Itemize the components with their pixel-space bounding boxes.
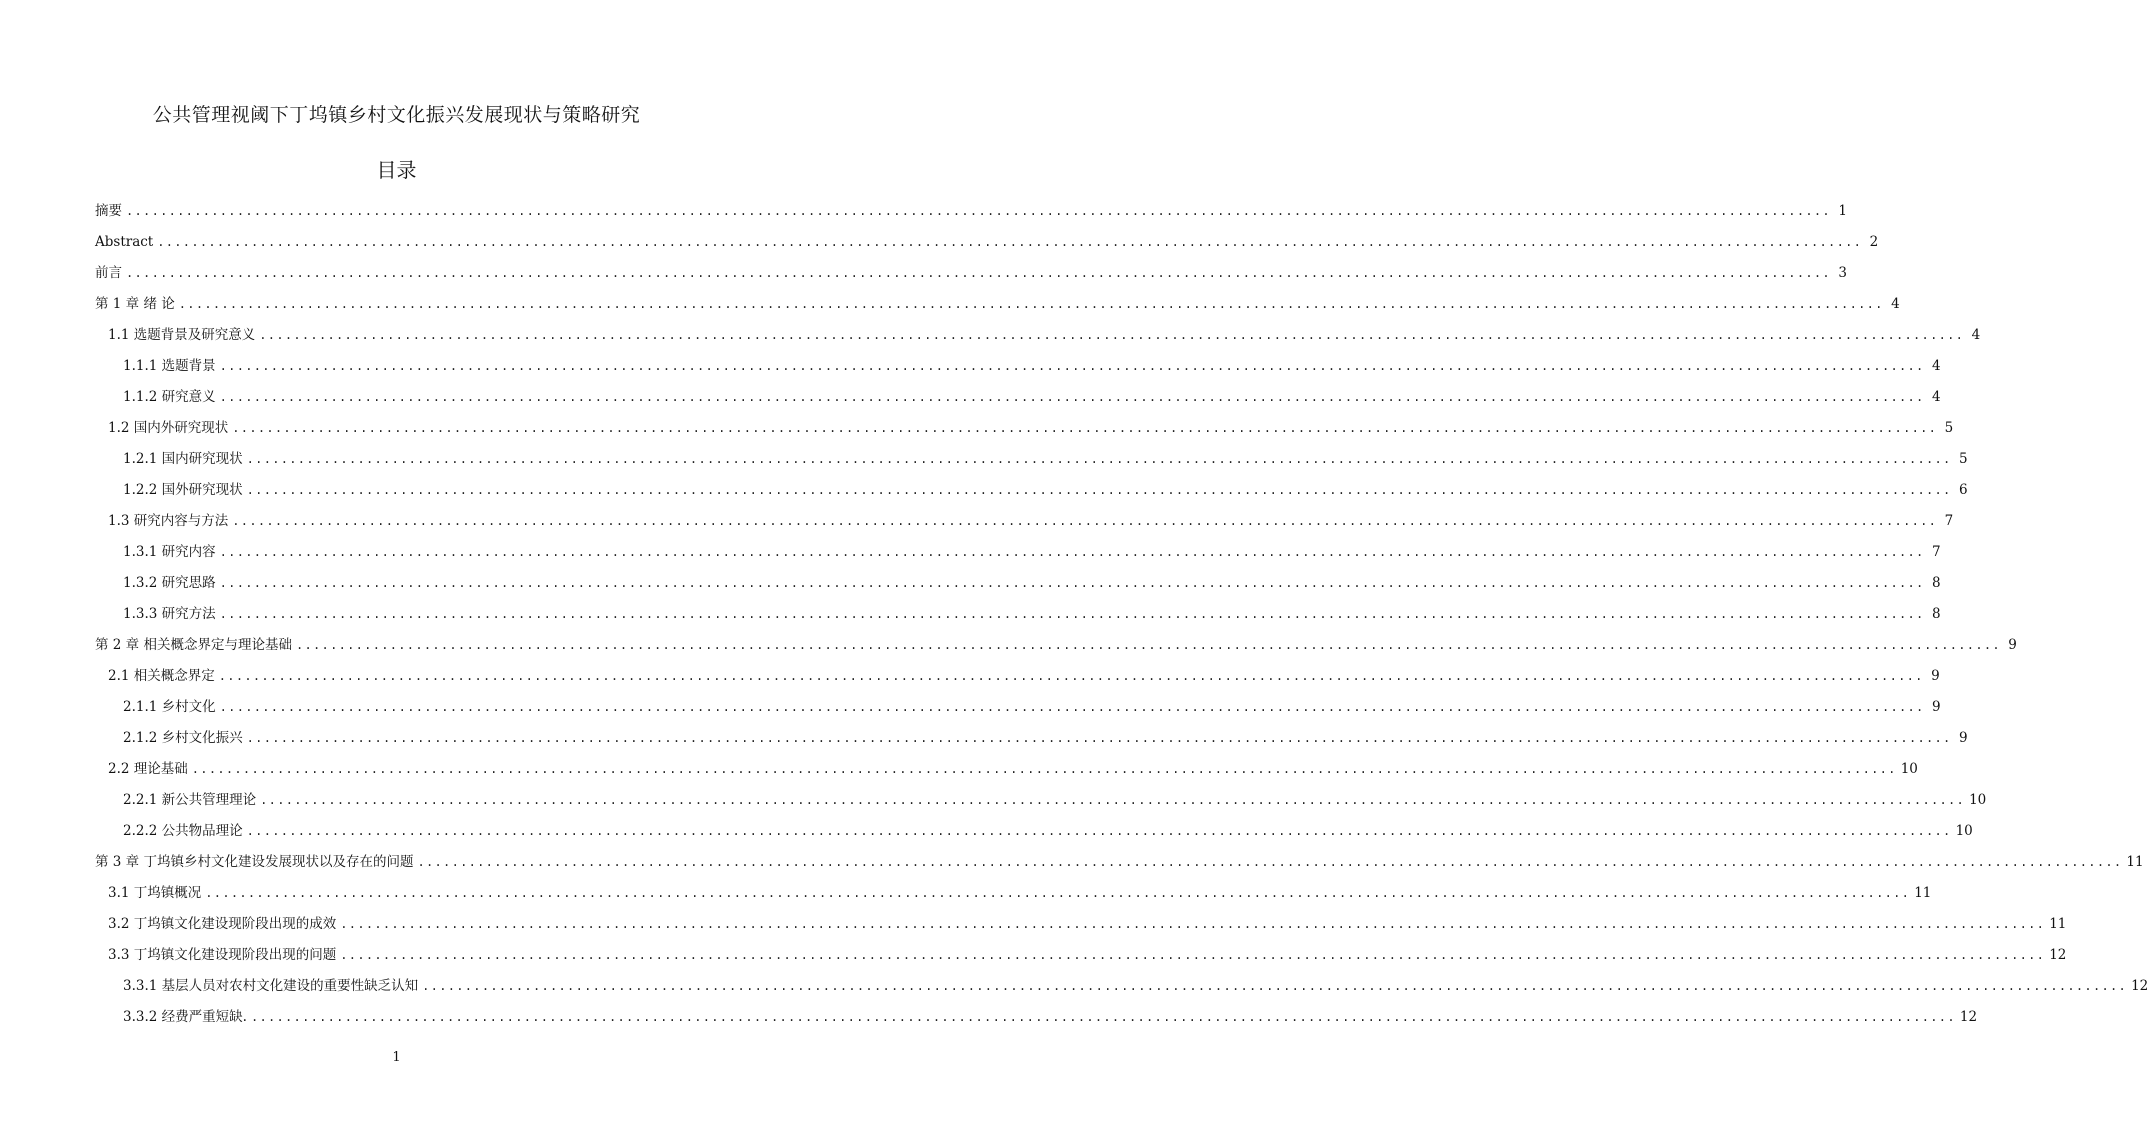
toc-leader-dots: ........................................................................................................................................................................................................ (232, 421, 1938, 435)
toc-leader-dots: ........................................................................................................................................................................................................ (340, 948, 2046, 962)
toc-entry[interactable] (123, 787, 1987, 809)
toc-entry-label: 1.3.2 研究思路 (123, 575, 216, 591)
toc-entry-label: 3.2 丁坞镇文化建设现阶段出现的成效 (108, 916, 337, 932)
toc-entry-page: 8 (1931, 606, 1941, 622)
toc-entry[interactable] (108, 663, 1940, 685)
toc-heading: 目录 (376, 158, 417, 182)
toc-entry[interactable] (123, 353, 1941, 375)
toc-entry-label: 1.3.3 研究方法 (123, 606, 216, 622)
toc-leader-dots: ........................................................................................................................................................................................................ (157, 235, 1863, 249)
toc-leader-dots: ........................................................................................................................................................................................................ (232, 514, 1938, 528)
toc-entry-label: 2.2.2 公共物品理论 (123, 823, 243, 839)
toc-entry-label: 2.1 相关概念界定 (108, 668, 215, 684)
toc-entry-page: 9 (2008, 637, 2017, 653)
toc-leader-dots: ........................................................................................................................................................................................................ (219, 576, 1925, 590)
toc-entry[interactable] (123, 818, 1973, 840)
toc-entry-page: 7 (1944, 513, 1954, 529)
toc-leader-dots: ........................................................................................................................................................................................................ (260, 793, 1966, 807)
toc-entry-page: 7 (1931, 544, 1941, 560)
toc-entry-label: 1.2.2 国外研究现状 (123, 482, 243, 498)
toc-entry-page: 11 (2126, 854, 2144, 870)
document-title: 公共管理视阈下丁坞镇乡村文化振兴发展现状与策略研究 (152, 104, 641, 126)
toc-entry-page: 2 (1869, 234, 1879, 250)
toc-entry-page: 9 (1931, 699, 1941, 715)
toc-leader-dots: ........................................................................................................................................................................................................ (205, 886, 1911, 900)
toc-leader-dots: ........................................................................................................................................................................................................ (191, 762, 1897, 776)
toc-leader-dots: ........................................................................................................................................................................................................ (219, 607, 1925, 621)
toc-entry[interactable] (123, 539, 1941, 561)
toc-entry-page: 4 (1971, 327, 1981, 343)
toc-leader-dots: ........................................................................................................................................................................................................ (340, 917, 2046, 931)
toc-entry-page: 10 (1969, 792, 1987, 808)
toc-entry[interactable] (108, 942, 2067, 964)
toc-entry[interactable] (123, 973, 2148, 995)
toc-entry-label: 2.2 理论基础 (108, 761, 188, 777)
toc-leader-dots: ........................................................................................................................................................................................................ (246, 452, 1952, 466)
toc-entry[interactable] (108, 756, 1918, 778)
toc-leader-dots: ........................................................................................................................................................................................................ (178, 297, 1884, 311)
toc-entry-page: 11 (2049, 916, 2067, 932)
toc-entry[interactable] (123, 384, 1941, 406)
toc-entry-label: 3.1 丁坞镇概况 (108, 885, 202, 901)
toc-entry[interactable] (123, 725, 1968, 747)
toc-leader-dots: ........................................................................................................................................................................................................ (246, 483, 1952, 497)
toc-entry[interactable] (123, 1004, 1978, 1026)
toc-entry-page: 9 (1931, 668, 1940, 684)
toc-entry[interactable] (95, 229, 1879, 251)
toc-entry[interactable] (123, 570, 1941, 592)
toc-entry-label: 1.1 选题背景及研究意义 (108, 327, 256, 343)
toc-entry-page: 5 (1958, 451, 1968, 467)
toc-entry-label: 1.3.1 研究内容 (123, 544, 216, 560)
toc-leader-dots: ........................................................................................................................................................................................................ (295, 638, 2001, 652)
toc-leader-dots: ........................................................................................................................................................................................................ (417, 855, 2123, 869)
toc-entry[interactable] (95, 291, 1900, 313)
toc-entry-label: 前言 (95, 265, 122, 281)
toc-entry[interactable] (108, 415, 1954, 437)
toc-entry-label: 1.1.2 研究意义 (123, 389, 216, 405)
toc-entry-page: 6 (1958, 482, 1968, 498)
toc-entry-label: 3.3 丁坞镇文化建设现阶段出现的问题 (108, 947, 337, 963)
toc-entry-page: 10 (1900, 761, 1918, 777)
toc-entry[interactable] (123, 446, 1968, 468)
toc-entry-page: 4 (1891, 296, 1900, 312)
toc-entry[interactable] (95, 198, 1847, 220)
toc-entry[interactable] (108, 508, 1954, 530)
toc-entry[interactable] (95, 849, 2144, 871)
toc-entry-page: 1 (1838, 203, 1847, 219)
toc-entry-label: Abstract (95, 234, 154, 250)
toc-entry[interactable] (95, 632, 2017, 654)
toc-leader-dots: ........................................................................................................................................................................................................ (219, 390, 1925, 404)
toc-entry-page: 8 (1931, 575, 1941, 591)
toc-entry-label: 1.3 研究内容与方法 (108, 513, 229, 529)
page-number: 1 (392, 1050, 401, 1065)
toc-leader-dots: ........................................................................................................................................................................................................ (218, 669, 1924, 683)
toc-entry-page: 4 (1931, 358, 1941, 374)
toc-entry[interactable] (95, 260, 1847, 282)
toc-entry-label: 3.3.2 经费严重短缺. (123, 1009, 247, 1025)
toc-entry-label: 第 1 章 绪 论 (95, 296, 175, 312)
toc-entry-label: 3.3.1 基层人员对农村文化建设的重要性缺乏认知 (123, 978, 419, 994)
toc-entry-page: 10 (1955, 823, 1973, 839)
toc-entry-page: 9 (1958, 730, 1968, 746)
toc-entry-page: 12 (1959, 1009, 1978, 1025)
toc-entry[interactable] (123, 477, 1968, 499)
toc-entry-label: 摘要 (95, 203, 122, 219)
toc-leader-dots: ........................................................................................................................................................................................................ (126, 266, 1831, 280)
toc-entry[interactable] (108, 911, 2067, 933)
toc-entry[interactable] (108, 880, 1932, 902)
toc-entry-page: 12 (2131, 978, 2148, 994)
toc-entry-page: 4 (1931, 389, 1941, 405)
toc-entry-label: 第 2 章 相关概念界定与理论基础 (95, 637, 292, 653)
toc-entry-page: 3 (1838, 265, 1847, 281)
toc-entry-label: 1.2 国内外研究现状 (108, 420, 229, 436)
toc-entry-page: 12 (2049, 947, 2067, 963)
toc-entry-label: 2.1.1 乡村文化 (123, 699, 216, 715)
toc-entry-label: 2.1.2 乡村文化振兴 (123, 730, 243, 746)
toc-entry-label: 2.2.1 新公共管理理论 (123, 792, 257, 808)
toc-entry[interactable] (123, 601, 1941, 623)
toc-entry-label: 1.2.1 国内研究现状 (123, 451, 243, 467)
toc-leader-dots: ........................................................................................................................................................................................................ (246, 824, 1952, 838)
toc-leader-dots: ........................................................................................................................................................................................................ (250, 1010, 1956, 1024)
toc-leader-dots: ........................................................................................................................................................................................................ (422, 979, 2128, 993)
toc-leader-dots: ........................................................................................................................................................................................................ (219, 359, 1925, 373)
toc-leader-dots: ........................................................................................................................................................................................................ (219, 700, 1925, 714)
toc-entry-page: 5 (1944, 420, 1954, 436)
toc-entry[interactable] (123, 694, 1941, 716)
toc-entry-label: 第 3 章 丁坞镇乡村文化建设发展现状以及存在的问题 (95, 854, 414, 870)
toc-entry-page: 11 (1914, 885, 1932, 901)
toc-leader-dots: ........................................................................................................................................................................................................ (259, 328, 1965, 342)
toc-leader-dots: ........................................................................................................................................................................................................ (219, 545, 1925, 559)
toc-leader-dots: ........................................................................................................................................................................................................ (246, 731, 1952, 745)
toc-entry[interactable] (108, 322, 1981, 344)
toc-entry-label: 1.1.1 选题背景 (123, 358, 216, 374)
toc-leader-dots: ........................................................................................................................................................................................................ (126, 204, 1831, 218)
